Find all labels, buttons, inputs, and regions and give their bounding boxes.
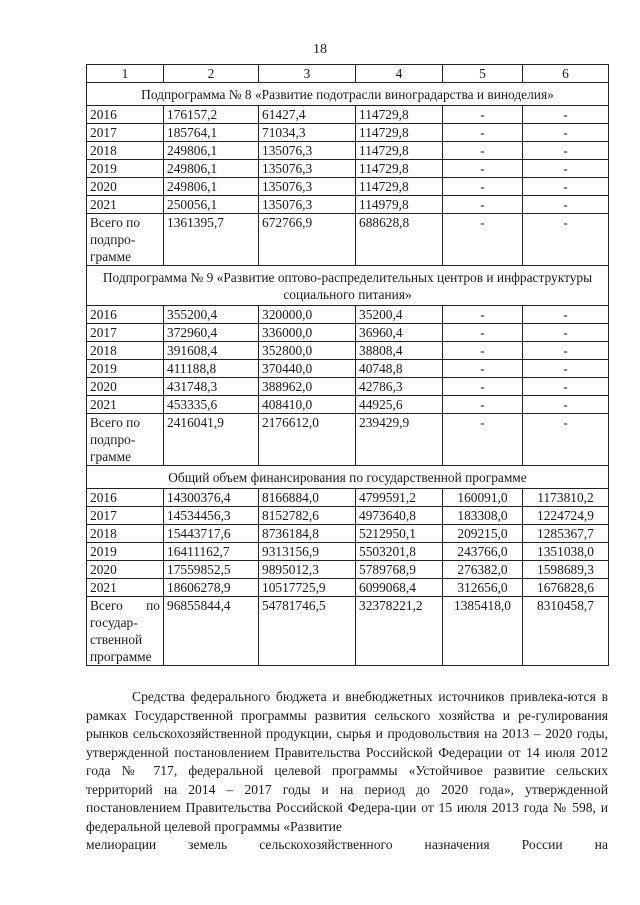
value-cell: 249806,1 [164, 160, 259, 178]
total-row [87, 214, 609, 266]
value-cell: 249806,1 [164, 178, 259, 196]
total-value: - [443, 414, 523, 466]
value-cell: 355200,4 [164, 306, 259, 324]
value-cell: 183308,0 [443, 507, 523, 525]
table-row [87, 360, 609, 378]
value-cell: 8166884,0 [259, 489, 356, 507]
table-row [87, 324, 609, 342]
value-cell: 9895012,3 [259, 561, 356, 579]
value-cell: 5503201,8 [356, 543, 443, 561]
value-cell: 249806,1 [164, 142, 259, 160]
value-cell: 35200,4 [356, 306, 443, 324]
value-cell: - [523, 306, 609, 324]
section-title: Подпрограмма № 8 «Развитие подотрасли виноградарства и виноделия» [87, 83, 609, 106]
column-header: 3 [259, 65, 356, 83]
value-cell: - [523, 106, 609, 124]
table-row [87, 306, 609, 324]
value-cell: 160091,0 [443, 489, 523, 507]
value-cell: 6099068,4 [356, 579, 443, 597]
table-row [87, 561, 609, 579]
value-cell: - [443, 378, 523, 396]
table-header-row [87, 65, 609, 83]
year-cell: 2021 [87, 396, 164, 414]
value-cell: 1173810,2 [523, 489, 609, 507]
value-cell: 411188,8 [164, 360, 259, 378]
value-cell: 336000,0 [259, 324, 356, 342]
value-cell: - [443, 160, 523, 178]
total-label-line: подпро- [90, 232, 136, 247]
value-cell: 18606278,9 [164, 579, 259, 597]
value-cell: 38808,4 [356, 342, 443, 360]
value-cell: 61427,4 [259, 106, 356, 124]
total-label-first-line [90, 597, 160, 614]
total-value: 2416041,9 [164, 414, 259, 466]
total-value: 32378221,2 [356, 597, 443, 666]
year-cell: 2018 [87, 342, 164, 360]
value-cell: 250056,1 [164, 196, 259, 214]
value-cell: - [443, 124, 523, 142]
value-cell: - [523, 196, 609, 214]
total-label-line: Всего по [90, 215, 141, 230]
total-label-line: грамме [90, 249, 132, 264]
value-cell: 44925,6 [356, 396, 443, 414]
total-row [87, 597, 609, 666]
value-cell: 1285367,7 [523, 525, 609, 543]
table-row [87, 489, 609, 507]
total-label-word: по [146, 598, 160, 613]
value-cell: 114729,8 [356, 106, 443, 124]
column-header: 2 [164, 65, 259, 83]
total-value: - [443, 214, 523, 266]
year-cell: 2021 [87, 196, 164, 214]
value-cell: 14534456,3 [164, 507, 259, 525]
value-cell: 5212950,1 [356, 525, 443, 543]
year-cell: 2020 [87, 561, 164, 579]
table-row [87, 178, 609, 196]
value-cell: - [523, 160, 609, 178]
total-label [87, 597, 164, 666]
table-row [87, 196, 609, 214]
total-value: 688628,8 [356, 214, 443, 266]
section-title-row [87, 466, 609, 489]
value-cell: 114729,8 [356, 178, 443, 196]
value-cell: 185764,1 [164, 124, 259, 142]
value-cell: 352800,0 [259, 342, 356, 360]
total-value: 2176612,0 [259, 414, 356, 466]
value-cell: 370440,0 [259, 360, 356, 378]
total-value: 672766,9 [259, 214, 356, 266]
year-cell: 2017 [87, 324, 164, 342]
year-cell: 2016 [87, 489, 164, 507]
value-cell: 9313156,9 [259, 543, 356, 561]
value-cell: 135076,3 [259, 196, 356, 214]
value-cell: - [443, 106, 523, 124]
financing-table-body [87, 65, 609, 666]
year-cell: 2016 [87, 306, 164, 324]
column-header: 1 [87, 65, 164, 83]
section-title: Подпрограмма № 9 «Развитие оптово-распределительных центров и инфраструктуры социального питания» [87, 266, 609, 306]
total-label-line: ственной [90, 632, 143, 647]
value-cell: 320000,0 [259, 306, 356, 324]
section-title: Общий объем финансирования по государственной программе [87, 466, 609, 489]
total-label [87, 214, 164, 266]
value-cell: - [523, 396, 609, 414]
value-cell: 372960,4 [164, 324, 259, 342]
year-cell: 2017 [87, 507, 164, 525]
value-cell: 176157,2 [164, 106, 259, 124]
value-cell: 14300376,4 [164, 489, 259, 507]
value-cell: 1676828,6 [523, 579, 609, 597]
value-cell: 8736184,8 [259, 525, 356, 543]
value-cell: 391608,4 [164, 342, 259, 360]
total-label-line: грамме [90, 449, 132, 464]
value-cell: 4799591,2 [356, 489, 443, 507]
table-row [87, 342, 609, 360]
total-value: - [523, 414, 609, 466]
value-cell: 10517725,9 [259, 579, 356, 597]
table-row [87, 396, 609, 414]
value-cell: - [523, 378, 609, 396]
year-cell: 2018 [87, 525, 164, 543]
value-cell: 408410,0 [259, 396, 356, 414]
value-cell: 71034,3 [259, 124, 356, 142]
value-cell: 42786,3 [356, 378, 443, 396]
total-value: 1385418,0 [443, 597, 523, 666]
page-number: 18 [313, 42, 327, 57]
section-title-row [87, 83, 609, 106]
value-cell: 15443717,6 [164, 525, 259, 543]
section-title-row [87, 266, 609, 306]
year-cell: 2021 [87, 579, 164, 597]
total-row [87, 414, 609, 466]
value-cell: - [443, 196, 523, 214]
year-cell: 2020 [87, 378, 164, 396]
value-cell: 276382,0 [443, 561, 523, 579]
value-cell: 114729,8 [356, 160, 443, 178]
value-cell: 4973640,8 [356, 507, 443, 525]
year-cell: 2020 [87, 178, 164, 196]
value-cell: - [523, 178, 609, 196]
value-cell: - [443, 306, 523, 324]
table-row [87, 160, 609, 178]
value-cell: - [523, 360, 609, 378]
value-cell: - [443, 324, 523, 342]
value-cell: - [443, 142, 523, 160]
value-cell: 114729,8 [356, 124, 443, 142]
total-label-line: Всего по [90, 415, 141, 430]
financing-table [86, 64, 609, 666]
year-cell: 2019 [87, 160, 164, 178]
total-value: 8310458,7 [523, 597, 609, 666]
value-cell: 114979,8 [356, 196, 443, 214]
value-cell: 1224724,9 [523, 507, 609, 525]
year-cell: 2019 [87, 360, 164, 378]
total-value: 54781746,5 [259, 597, 356, 666]
value-cell: - [523, 142, 609, 160]
total-label [87, 414, 164, 466]
value-cell: 453335,6 [164, 396, 259, 414]
year-cell: 2017 [87, 124, 164, 142]
value-cell: 312656,0 [443, 579, 523, 597]
value-cell: - [443, 342, 523, 360]
year-cell: 2016 [87, 106, 164, 124]
total-label-line: подпро- [90, 432, 136, 447]
table-row [87, 142, 609, 160]
value-cell: - [443, 396, 523, 414]
total-label-line: программе [90, 649, 152, 664]
table-row [87, 124, 609, 142]
paragraph-last-line: мелиорации земель сельскохозяйственного назначения России на [86, 837, 608, 852]
value-cell: 388962,0 [259, 378, 356, 396]
value-cell: 135076,3 [259, 160, 356, 178]
table-row [87, 543, 609, 561]
value-cell: - [443, 360, 523, 378]
year-cell: 2018 [87, 142, 164, 160]
column-header: 4 [356, 65, 443, 83]
value-cell: - [523, 124, 609, 142]
table-row [87, 507, 609, 525]
value-cell: 17559852,5 [164, 561, 259, 579]
table-row [87, 525, 609, 543]
total-value: - [523, 214, 609, 266]
body-paragraph [86, 688, 608, 855]
table-row [87, 579, 609, 597]
total-value: 1361395,7 [164, 214, 259, 266]
value-cell: 8152782,6 [259, 507, 356, 525]
value-cell: - [523, 324, 609, 342]
value-cell: 135076,3 [259, 178, 356, 196]
value-cell: 40748,8 [356, 360, 443, 378]
value-cell: 5789768,9 [356, 561, 443, 579]
column-header: 6 [523, 65, 609, 83]
total-value: 239429,9 [356, 414, 443, 466]
total-value: 96855844,4 [164, 597, 259, 666]
value-cell: 16411162,7 [164, 543, 259, 561]
value-cell: 431748,3 [164, 378, 259, 396]
value-cell: 114729,8 [356, 142, 443, 160]
value-cell: - [443, 178, 523, 196]
column-header: 5 [443, 65, 523, 83]
total-label-line: государ- [90, 615, 138, 630]
paragraph-text: Средства федерального бюджета и внебюджетных источников привлека-ются в рамках Государственной программы развития сельского хозяйства и ре-гулирования рынков сельскохозяйственной продукции, сырья и продовольствия на 2013 – 2020 годы, утвержденной постановлением Правительства Российской Федерации от 14 июля 2012 года № 717, федеральной целевой программы «Устойчивое развитие сельских территорий на 2014 – 2017 годы и на период до 2020 года», утвержденной постановлением Правительства Российской Федера-ции от 15 июля 2013 года № 598, и федеральной целевой программы «Развитие [86, 689, 608, 834]
value-cell: 243766,0 [443, 543, 523, 561]
year-cell: 2019 [87, 543, 164, 561]
value-cell: 1351038,0 [523, 543, 609, 561]
total-label-word: Всего [90, 598, 123, 613]
value-cell: 135076,3 [259, 142, 356, 160]
value-cell: - [523, 342, 609, 360]
value-cell: 1598689,3 [523, 561, 609, 579]
table-row [87, 378, 609, 396]
value-cell: 209215,0 [443, 525, 523, 543]
value-cell: 36960,4 [356, 324, 443, 342]
table-row [87, 106, 609, 124]
